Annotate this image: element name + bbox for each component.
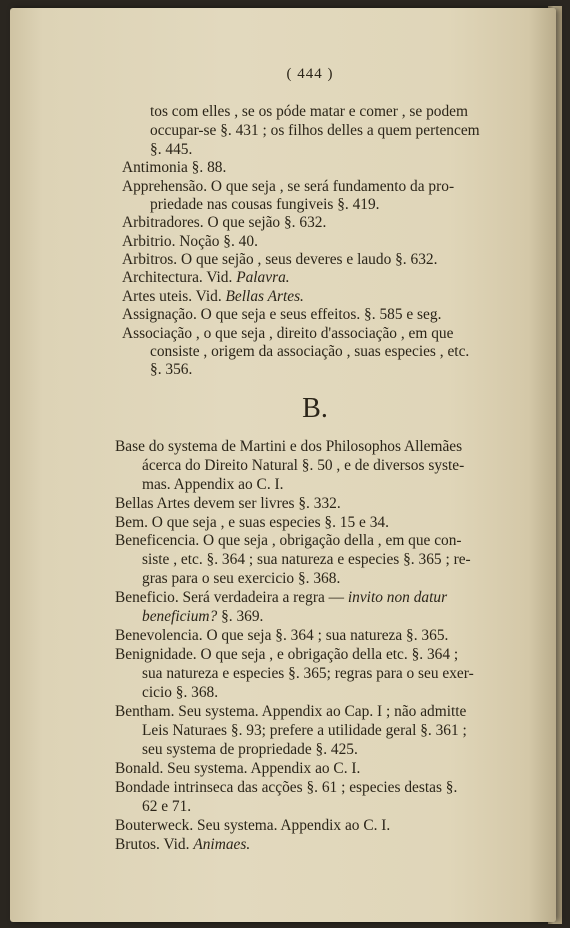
entry-line [115, 836, 250, 853]
entry-line: priedade nas cousas fungiveis §. 419. [150, 196, 380, 213]
entry-text: Artes uteis. Vid. [122, 288, 226, 305]
entry-line: Bem. O que seja , e suas especies §. 15 e 34. [115, 514, 389, 531]
entry-line: Bouterweck. Seu systema. Appendix ao C. I. [115, 817, 391, 834]
book-page [10, 8, 556, 922]
entry-line: Arbitrio. Noção §. 40. [122, 233, 258, 250]
entry-line: Bellas Artes devem ser livres §. 332. [115, 495, 341, 512]
entry-line: occupar-se §. 431 ; os filhos delles a quem pertencem [150, 122, 480, 139]
entry-line: Benignidade. O que seja , e obrigação della etc. §. 364 ; [115, 646, 459, 663]
entry-line: consiste , origem da associação , suas especies , etc. [150, 343, 470, 360]
entry-line: Leis Naturaes §. 93; prefere a utilidade geral §. 361 ; [142, 722, 467, 739]
entry-line: §. 356. [150, 361, 193, 378]
entry-italic: beneficium? [142, 608, 222, 625]
entry-line [115, 589, 447, 606]
entry-line: cicio §. 368. [142, 684, 219, 701]
entry-italic: invito non datur [347, 589, 448, 606]
entry-line: ácerca do Direito Natural §. 50 , e de diversos syste- [142, 457, 465, 474]
entry-italic: Animaes. [193, 836, 251, 853]
entry-line: Beneficencia. O que seja , obrigação della , em que con- [115, 532, 462, 549]
entry-italic: Palavra. [236, 269, 290, 286]
entry-line: 62 e 71. [142, 798, 192, 815]
entry-line: mas. Appendix ao C. I. [142, 476, 284, 493]
entry-line: Bentham. Seu systema. Appendix ao Cap. I ; não admitte [115, 703, 467, 720]
entry-line: seu systema de propriedade §. 425. [142, 741, 358, 758]
entry-line: Bondade intrinseca das acções §. 61 ; especies destas §. [115, 779, 458, 796]
entry-line: Antimonia §. 88. [122, 159, 227, 176]
entry-line: tos com elles , se os póde matar e comer , se podem [150, 103, 468, 120]
entry-line: Apprehensão. O que seja , se será fundamento da pro- [122, 178, 455, 195]
entry-line: Associação , o que seja , direito d'associação , em que [122, 325, 454, 342]
entry-text: Beneficio. Será verdadeira a regra — [115, 589, 348, 606]
entry-line [122, 288, 304, 305]
entry-line: Arbitros. O que sejão , seus deveres e laudo §. 632. [122, 251, 438, 268]
entry-line: sua natureza e especies §. 365; regras para o seu exer- [142, 665, 474, 682]
entry-line: Benevolencia. O que seja §. 364 ; sua natureza §. 365. [115, 627, 449, 644]
section-letter: B. [302, 393, 328, 424]
page-number: ( 444 ) [286, 66, 334, 82]
entry-line: §. 445. [150, 141, 193, 158]
entry-line: gras para o seu exercicio §. 368. [142, 570, 341, 587]
entry-line: Base do systema de Martini e dos Philosophos Allemães [115, 438, 463, 455]
entry-line: Assignação. O que seja e seus effeitos. §. 585 e seg. [122, 306, 442, 323]
entry-text: §. 369. [221, 608, 264, 625]
entry-line: siste , etc. §. 364 ; sua natureza e especies §. 365 ; re- [142, 551, 471, 568]
entry-line [142, 608, 263, 625]
entry-text: Brutos. Vid. [115, 836, 194, 853]
entry-line: Bonald. Seu systema. Appendix ao C. I. [115, 760, 361, 777]
entry-text: Architectura. Vid. [122, 269, 237, 286]
entry-line: Arbitradores. O que sejão §. 632. [122, 214, 327, 231]
entry-line [122, 269, 290, 286]
entry-italic: Bellas Artes. [225, 288, 304, 305]
